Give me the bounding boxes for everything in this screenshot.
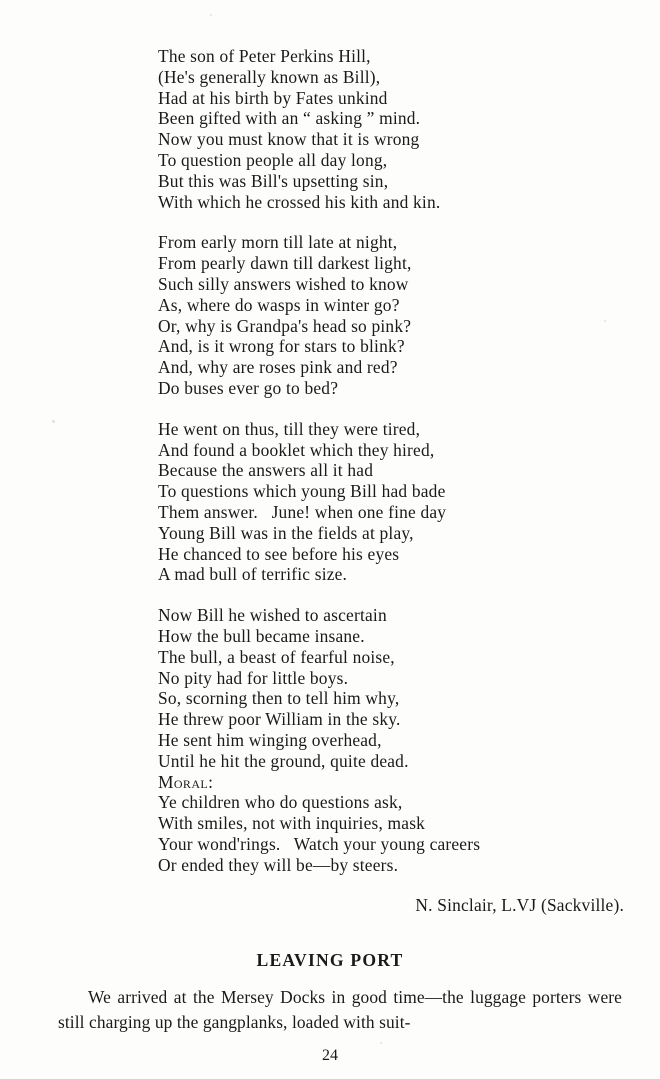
poem-line: Until he hit the ground, quite dead. [158, 750, 409, 771]
poem-line: A mad bull of terrific size. [158, 564, 348, 585]
poem-line: But this was Bill's upsetting sin, [158, 170, 389, 191]
poem-stanza [158, 46, 630, 212]
poem-line: The bull, a beast of fearful noise, [158, 646, 395, 667]
poem-body [158, 46, 630, 916]
paper-speck [52, 420, 55, 423]
page-number: 24 [322, 1047, 338, 1064]
poem-attribution: N. Sinclair, L.VJ (Sackville). [415, 895, 624, 916]
article-paragraph [58, 985, 622, 1035]
poem-line: As, where do wasps in winter go? [158, 294, 400, 315]
poem-line: So, scorning then to tell him why, [158, 688, 400, 709]
poem-stanza [158, 232, 630, 398]
poem-stanza [158, 419, 630, 585]
poem-line: And, why are roses pink and red? [158, 357, 398, 378]
poem-line: To questions which young Bill had bade [158, 481, 446, 502]
paper-speck [604, 320, 606, 322]
poem-line: Had at his birth by Fates unkind [158, 87, 388, 108]
poem-line: Now Bill he wished to ascertain [158, 605, 387, 626]
poem-line: Because the answers all it had [158, 460, 374, 481]
poem-line: Now you must know that it is wrong [158, 129, 420, 150]
poem-line: The son of Peter Perkins Hill, [158, 46, 371, 66]
poem-line: With which he crossed his kith and kin. [158, 191, 441, 212]
poem-line: Them answer. June! when one fine day [158, 501, 447, 522]
poem-line: Been gifted with an “ asking ” mind. [158, 108, 421, 129]
paper-speck [210, 14, 212, 16]
poem-line: No pity had for little boys. [158, 667, 349, 688]
poem-line: Young Bill was in the fields at play, [158, 522, 414, 543]
poem-line: From pearly dawn till darkest light, [158, 253, 412, 274]
poem-line: Or ended they will be—by steers. [158, 854, 399, 875]
poem-line: And, is it wrong for stars to blink? [158, 336, 405, 357]
poem-line: (He's generally known as Bill), [158, 66, 381, 87]
poem-line: Do buses ever go to bed? [158, 377, 339, 398]
paragraph-line: We arrived at the Mersey Docks in good time—the luggage [88, 987, 526, 1008]
poem-line: Or, why is Grandpa's head so pink? [158, 315, 412, 336]
poem-line: He sent him winging overhead, [158, 729, 382, 750]
poem-line: He threw poor William in the sky. [158, 709, 401, 730]
poem-line: He went on thus, till they were tired, [158, 418, 421, 439]
poem-line: From early morn till late at night, [158, 232, 398, 253]
poem-line: Such silly answers wished to know [158, 273, 409, 294]
poem-line: And found a booklet which they hired, [158, 439, 435, 460]
poem-line: To question people all day long, [158, 149, 388, 170]
poem-line: He chanced to see before his eyes [158, 543, 400, 564]
poem-line: How the bull became insane. [158, 625, 365, 646]
paper-speck [380, 1042, 382, 1044]
section-title: LEAVING PORT [256, 950, 404, 971]
moral-label: Moral: [158, 771, 214, 792]
poem-line: Your wond'rings. Watch your young careers [158, 833, 481, 854]
poem-line: Ye children who do questions ask, [158, 792, 403, 813]
poem-stanza [158, 605, 630, 875]
paragraph-line: porters were still charging up the gangplanks, loaded with suit- [58, 987, 622, 1033]
poem-line: With smiles, not with inquiries, mask [158, 813, 426, 834]
